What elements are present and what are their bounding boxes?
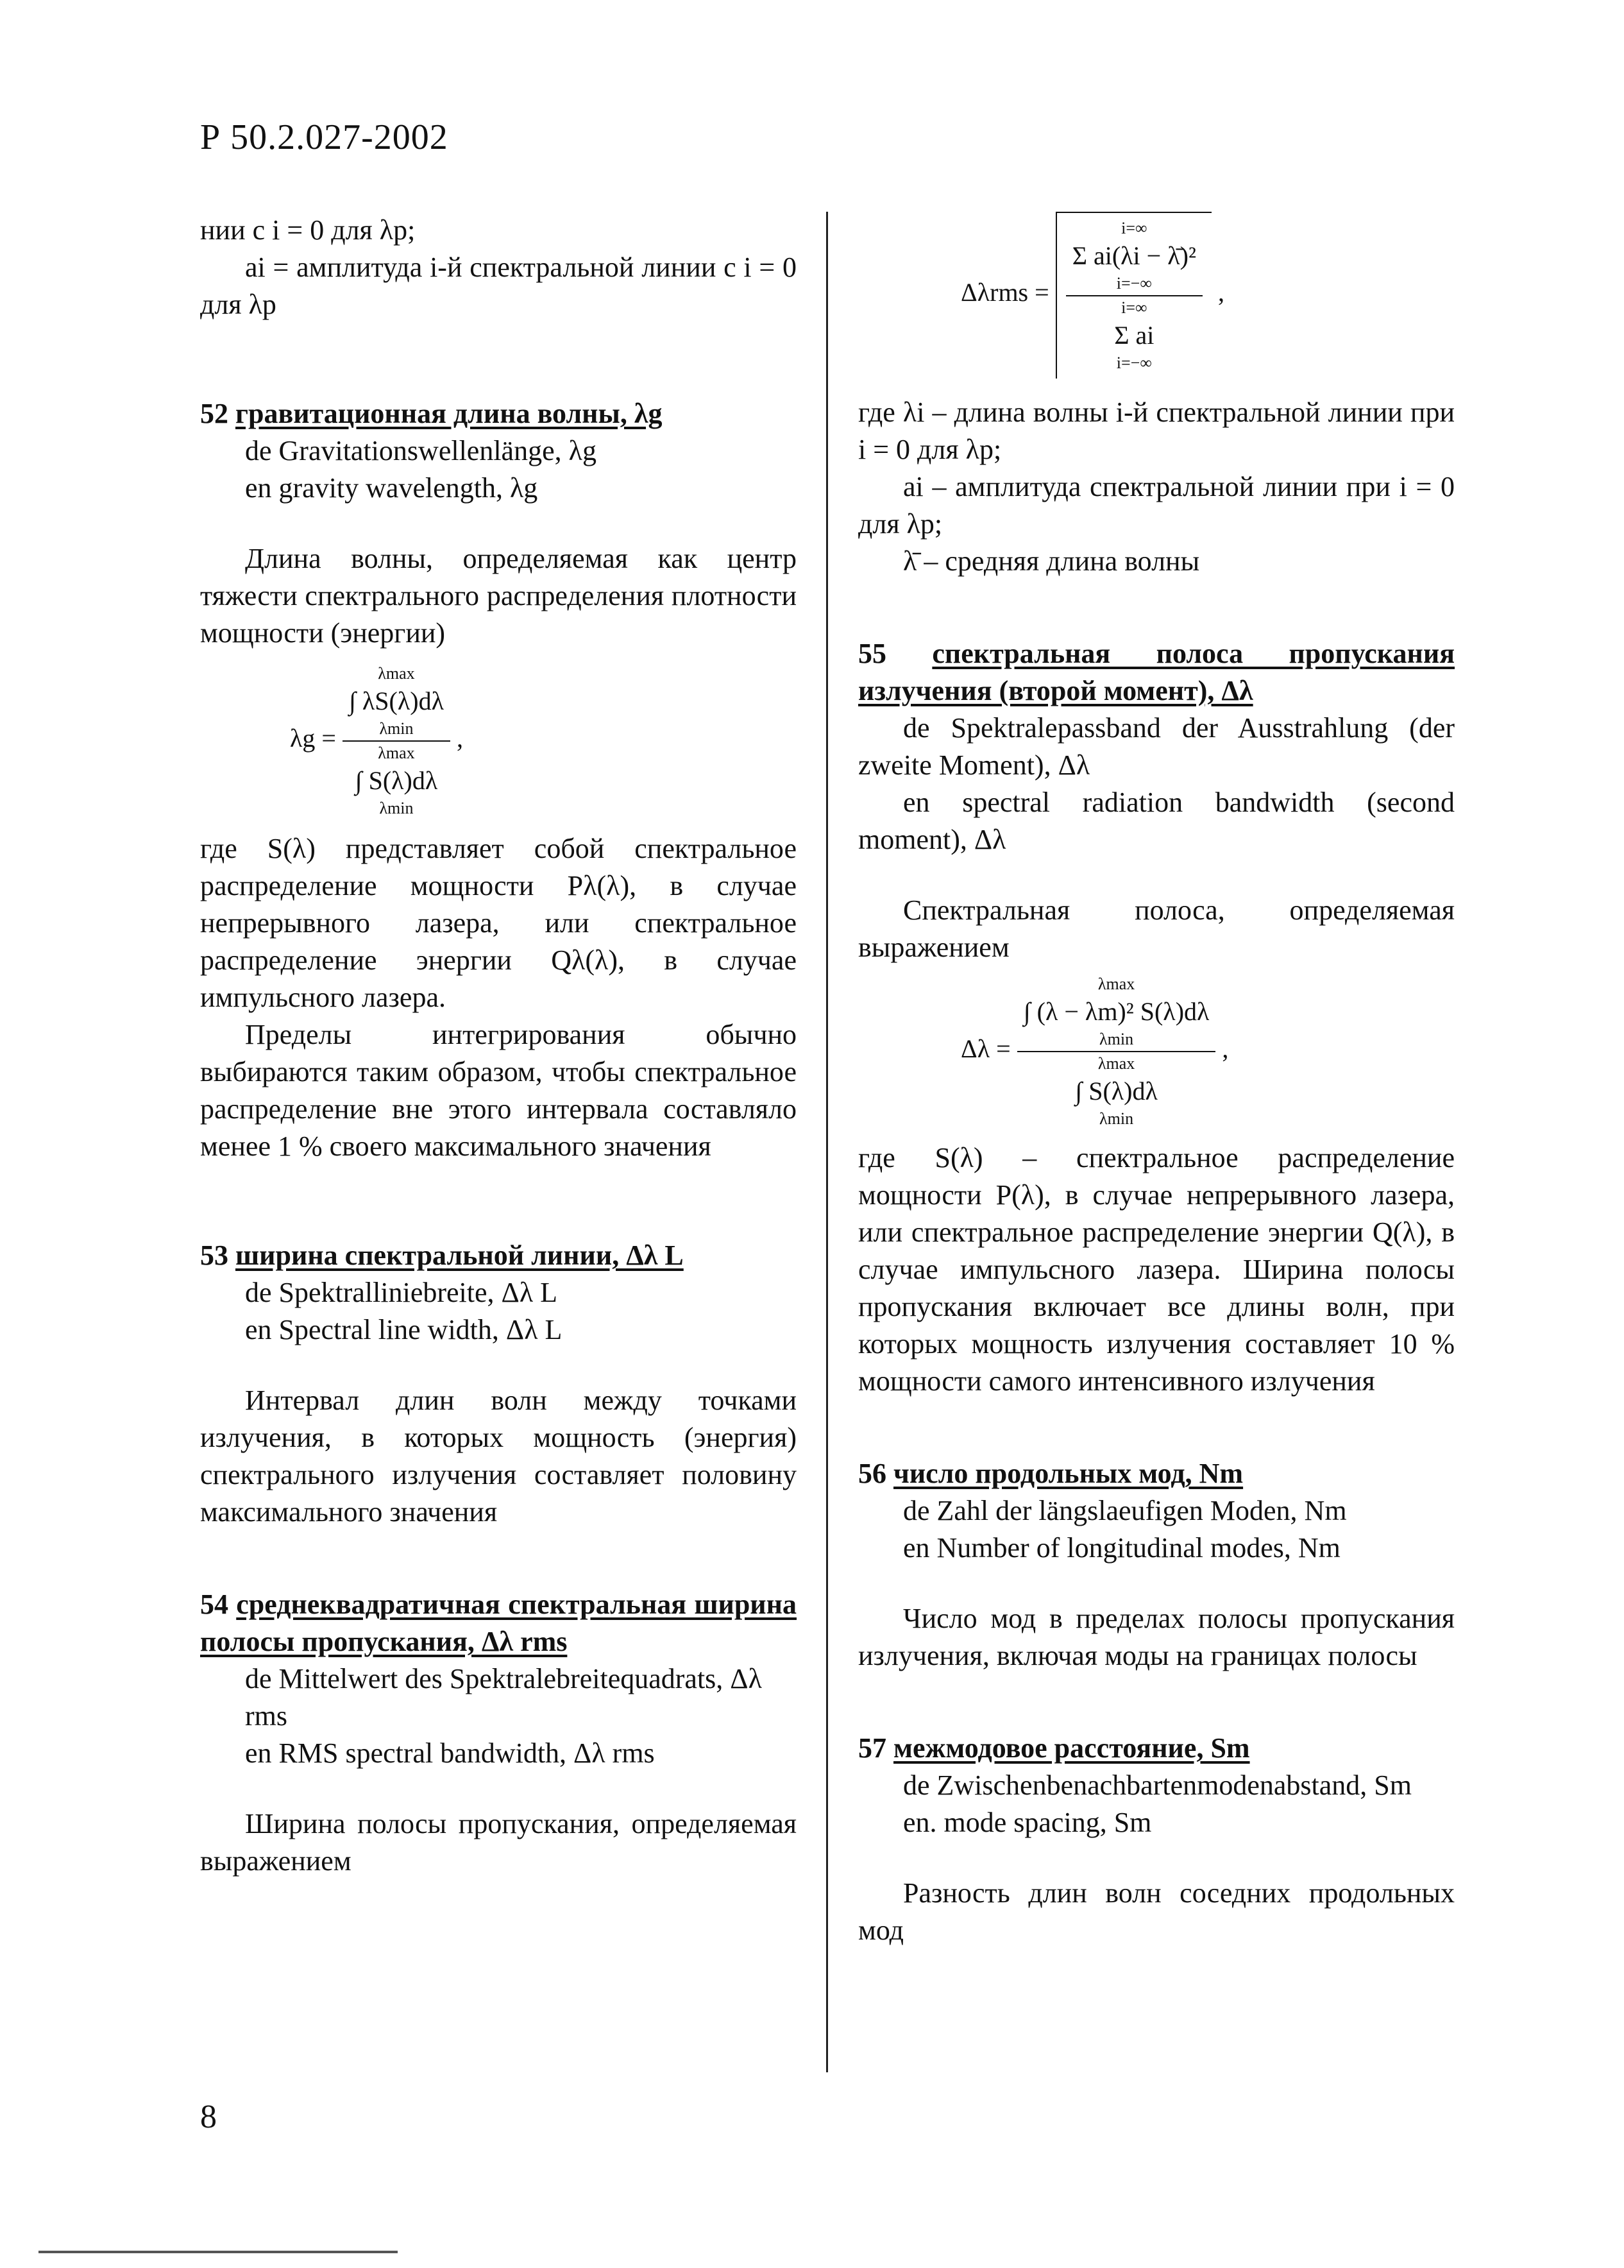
term-54-de: de Mittelwert des Spektralebreitequadrats, Δλ rms	[245, 1663, 762, 1732]
formula-lhs: Δλ =	[961, 1034, 1011, 1064]
term-55-en: en spectral radiation bandwidth (second moment), Δλ	[858, 787, 1455, 855]
column-divider	[826, 212, 828, 2072]
formula-54: Δλrms = i=∞ Σ ai(λi − λ̄)² i=−∞ i=∞ Σ ai i=−∞ ,	[961, 212, 1455, 379]
right-column	[858, 212, 1455, 1949]
term-52-title	[200, 395, 797, 432]
formula-lhs: Δλrms =	[961, 278, 1049, 307]
formula-fraction: i=∞ Σ ai(λi − λ̄)² i=−∞ i=∞ Σ ai i=−∞	[1066, 217, 1203, 375]
term-54-definition: Ширина полосы пропускания, определяемая выражением	[200, 1808, 797, 1877]
term-number: 54	[200, 1589, 228, 1620]
continuation-line-1: нии с i = 0 для λp;	[200, 214, 416, 246]
term-name: межмодовое расстояние, Sm	[893, 1732, 1250, 1764]
term-53-de: de Spektralliniebreite, Δλ L	[245, 1277, 558, 1308]
term-55-where: где S(λ) – спектральное распределение мощности P(λ), в случае непрерывного лазера, или спектральное распределение энергии Q(λ), в случае импульсного лазера. Ширина полосы пропускания включает все длины волн, при которых мощность излучения составляет 10 % мощности самого интенсивного излучения	[858, 1142, 1455, 1397]
term-number: 55	[858, 638, 886, 669]
formula-52: λg = λmax ∫ λS(λ)dλ λmin λmax ∫ S(λ)dλ λmin ,	[290, 662, 797, 820]
page-number: 8	[200, 2099, 217, 2135]
term-53-title	[200, 1237, 797, 1274]
term-52-definition: Длина волны, определяемая как центр тяжести спектрального распределения плотности мощности (энергии)	[200, 543, 797, 649]
term-number: 57	[858, 1732, 886, 1764]
term-57-en: en. mode spacing, Sm	[903, 1807, 1152, 1838]
term-name: спектральная полоса пропускания излучения (второй момент), Δλ	[858, 638, 1455, 706]
sqrt-sign	[1056, 212, 1212, 379]
term-56-definition: Число мод в пределах полосы пропускания излучения, включая моды на границах полосы	[858, 1603, 1455, 1671]
continuation-line-2: ai = амплитуда i-й спектральной линии с i = 0 для λp	[200, 252, 797, 320]
term-name: гравитационная длина волны, λg	[235, 398, 663, 429]
term-55-definition: Спектральная полоса, определяемая выражением	[858, 894, 1455, 963]
document-id: Р 50.2.027-2002	[200, 117, 448, 157]
bottom-rule	[38, 2251, 398, 2253]
term-57-title	[858, 1730, 1455, 1767]
term-54-where-2: ai – амплитуда спектральной линии при i = 0 для λp;	[858, 471, 1455, 540]
term-54-title	[200, 1586, 797, 1660]
term-54-en: en RMS spectral bandwidth, Δλ rms	[245, 1737, 655, 1769]
term-53-en: en Spectral line width, Δλ L	[245, 1314, 562, 1345]
term-52-en: en gravity wavelength, λg	[245, 472, 538, 504]
term-name: ширина спектральной линии, Δλ L	[235, 1240, 684, 1271]
term-56-en: en Number of longitudinal modes, Nm	[903, 1532, 1341, 1564]
term-55-de: de Spektralepassband der Ausstrahlung (der zweite Moment), Δλ	[858, 712, 1455, 781]
term-56-title	[858, 1455, 1455, 1492]
term-number: 56	[858, 1458, 886, 1489]
formula-fraction: λmax ∫ λS(λ)dλ λmin λmax ∫ S(λ)dλ λmin	[343, 662, 450, 820]
term-57-definition: Разность длин волн соседних продольных мод	[858, 1877, 1455, 1946]
term-55-title	[858, 635, 1455, 710]
term-number: 52	[200, 398, 228, 429]
term-name: число продольных мод, Nm	[893, 1458, 1244, 1489]
formula-fraction: λmax ∫ (λ − λm)² S(λ)dλ λmin λmax ∫ S(λ)dλ λmin	[1017, 973, 1216, 1130]
term-53-definition: Интервал длин волн между точками излучения, в которых мощность (энергия) спектрального излучения составляет половину максимального значения	[200, 1385, 797, 1528]
term-57-de: de Zwischenbenachbartenmodenabstand, Sm	[903, 1769, 1412, 1801]
formula-lhs: λg =	[290, 724, 336, 753]
term-name: среднеквадратичная спектральная ширина полосы пропускания, Δλ rms	[200, 1589, 797, 1657]
term-54-where-3: λ̄ – средняя длина волны	[903, 545, 1200, 577]
term-52-de: de Gravitationswellenlänge, λg	[245, 435, 596, 466]
formula-55: Δλ = λmax ∫ (λ − λm)² S(λ)dλ λmin λmax ∫ S(λ)dλ λmin ,	[961, 973, 1455, 1130]
term-54-where-1: где λi – длина волны i-й спектральной линии при i = 0 для λp;	[858, 396, 1455, 465]
left-column	[200, 212, 797, 1880]
term-52-limits: Пределы интегрирования обычно выбираются таким образом, чтобы спектральное распределение вне этого интервала составляло менее 1 % своего максимального значения	[200, 1019, 797, 1162]
term-56-de: de Zahl der längslaeufigen Moden, Nm	[903, 1495, 1347, 1526]
term-52-where: где S(λ) представляет собой спектральное распределение мощности Pλ(λ), в случае непрерывного лазера, или спектральное распределение энергии Qλ(λ), в случае импульсного лазера.	[200, 833, 797, 1013]
term-number: 53	[200, 1240, 228, 1271]
